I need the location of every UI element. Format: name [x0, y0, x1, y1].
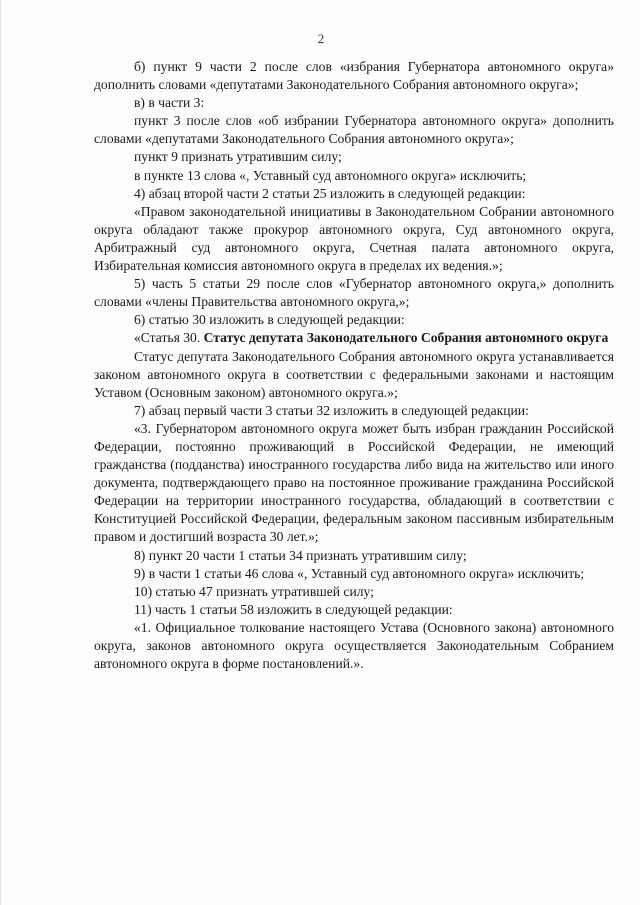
paragraph-deputy-status: Статус депутата Законодательного Собрания автономного округа устанавливается законом автономного округа в соответствии с федеральными законами и настоящим Уставом (Основным законом) автономного округа.»;	[94, 348, 614, 400]
paragraph-item-7: 7) абзац первый части 3 статьи 32 изложить в следующей редакции:	[134, 402, 529, 418]
document-body	[94, 58, 614, 673]
article-30-heading	[94, 329, 614, 347]
paragraph-governor-eligibility: «3. Губернатором автономного округа может быть избран гражданин Российской Федерации, постоянно проживающий в Российской Федерации, не имеющий гражданства (подданства) иностранного государства либо вида на жительство или иного документа, подтверждающего право на постоянное проживание гражданина Российской Федерации на территории иностранного государства, обладающий в соответствии с Конституцией Российской Федерации, федеральным законом пассивным избирательным правом и достигший возраста 30 лет.»;	[94, 420, 614, 545]
paragraph-item-4: 4) абзац второй части 2 статьи 25 изложить в следующей редакции:	[134, 185, 526, 201]
paragraph-item-6: 6) статью 30 изложить в следующей редакции:	[134, 312, 405, 328]
article-30-title: Статус депутата Законодательного Собрания автономного округа	[203, 330, 609, 346]
paragraph-official-interpretation: «1. Официальное толкование настоящего Устава (Основного закона) автономного округа, законов автономного округа осуществляется Законодательным Собранием автономного округа в форме постановлений.».	[94, 619, 614, 672]
paragraph-item-9: 9) в части 1 статьи 46 слова «, Уставный суд автономного округа» исключить;	[134, 565, 585, 581]
paragraph-item-5: 5) часть 5 статьи 29 после слов «Губернатор автономного округа,» дополнить словами «члены Правительства автономного округа,»;	[94, 276, 614, 310]
paragraph-item-10: 10) статью 47 признать утратившей силу;	[134, 583, 374, 599]
paragraph-amendment-v: в) в части 3:	[134, 95, 205, 111]
paragraph-point-13: в пункте 13 слова «, Уставный суд автономного округа» исключить;	[134, 167, 527, 183]
paragraph-item-11: 11) часть 1 статьи 58 изложить в следующей редакции:	[134, 601, 453, 617]
article-30-prefix: «Статья 30.	[134, 330, 204, 346]
paragraph-point-3: пункт 3 после слов «об избрании Губернатора автономного округа» дополнить словами «депутатами Законодательного Собрания автономного округа»;	[94, 113, 614, 147]
page-number: 2	[317, 31, 325, 46]
paragraph-amendment-b: б) пункт 9 части 2 после слов «избрания Губернатора автономного округа» дополнить словами «депутатами Законодательного Собрания автономного округа»;	[94, 59, 614, 93]
paragraph-item-8: 8) пункт 20 части 1 статьи 34 признать утратившим силу;	[134, 547, 467, 563]
paragraph-point-9: пункт 9 признать утратившим силу;	[134, 149, 342, 165]
paragraph-legislative-initiative: «Правом законодательной инициативы в Законодательном Собрании автономного округа обладают также прокурор автономного округа, Суд автономного округа, Арбитражный суд автономного округа, Счетная палата автономного округа, Избирательная комиссия автономного округа в пределах их ведения.»;	[94, 203, 614, 274]
